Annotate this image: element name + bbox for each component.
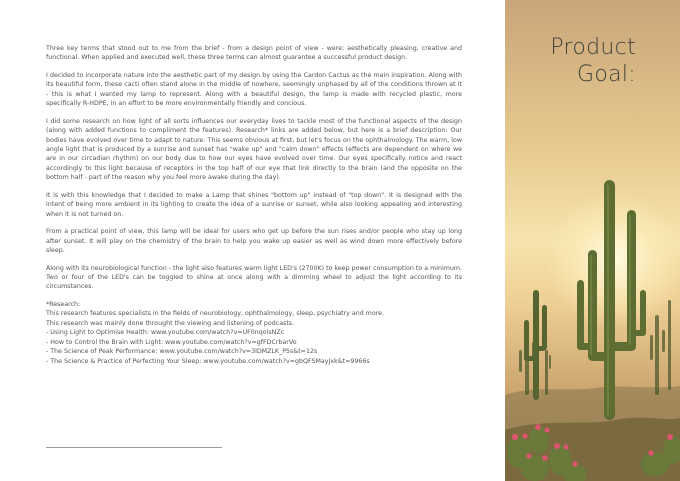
footnote-divider (46, 447, 222, 448)
paragraph-lamp-direction: It is with this knowledge that I decided to make a Lamp that shines "bottom up" instead of "top down". It is designed with the intent of being more ambient in its lighting to create the idea of a sunrise or sunset, while also looking appealing and interesting when it is not turned on. (46, 191, 462, 218)
research-link: - The Science of Peak Performance: www.youtube.com/watch?v=3lDMZLK_P5s&t=12s (46, 348, 318, 356)
title-line-2: Goal: (576, 62, 636, 87)
paragraph-research-summary: I did some research on how light of all sorts influences our everyday lives to tackle most of the functional aspects of the design (along with added functions to compliment the features). Research* links are added below, but here is a brief description: Our bodies have evolved over time to adapt to nature. This seems obvious at first, but let's focus on the ophthalmology. The warm, low angle light that is produced by a sunrise and sunset has "wake up" and "calm down" effects (effects are dependent on where we are in our circadian rhythm) on our body due to how our eyes have evolved over time. Our eyes specifically notice and react accordingly to this light because of receptors in the top half of our eye that link directly to the brain (and the opposite on the bottom half - part of the reason why you feel more awake during the day). (46, 117, 462, 182)
paragraph-inspiration: I decided to incorporate nature into the aesthetic part of my design by using the Cardon Cactus as the main inspiration. Along with its beautiful form, these cacti often stand alone in the middle of nowhere, seemingly unphased by all of the conditions thrown at it - this is what I wanted my lamp to represent. Along with a beautiful design, the lamp is made with recycled plastic, more specifically R-HDPE, in an effort to be more environmentally friendly and concious. (46, 72, 462, 108)
research-link: - The Science & Practice of Perfecting Your Sleep: www.youtube.com/watch?v=gbQFSMayJxk&t=9966s (46, 357, 370, 365)
research-heading: *Research: (46, 301, 81, 309)
page-title (550, 34, 636, 88)
paragraph-intro: Three key terms that stood out to me from the brief - from a design point of view - were; aesthetically pleasing, creative and functional. When applied and executed well, these three terms can almost guarantee a successful product design. (46, 45, 462, 62)
title-line-1: Product (550, 35, 636, 60)
paragraph-practical: From a practical point of view, this lamp will be ideal for users who get up before the sun rises and/or people who stay up long after sunset. It will play on the chemistry of the brain to help you wake up easier as well as wind down more effectively before sleep. (46, 228, 462, 255)
research-link: - How to Control the Brain with Light: www.youtube.com/watch?v=gfFDCrbarVo (46, 338, 297, 346)
research-link: - Using Light to Optimise Health: www.youtube.com/watch?v=UF0nqolsNZc (46, 329, 285, 337)
body-text (46, 44, 462, 366)
research-line: This research features specialists in the fields of neurobiology, ophthalmology, sleep, psychiatry and more. (46, 310, 384, 318)
cactus-photo-panel (505, 0, 680, 481)
research-line: This research was mainly done throught the viewing and listening of podcasts. (46, 319, 295, 327)
paragraph-led: Along with its neurobiological function - the light also features warm light LED's (2700K) to keep power consumption to a minimum. Two or four of the LED's can be toggled to shine at once along with a dimming wheel to adjust the light according to its circumstances. (46, 264, 462, 291)
research-references (46, 300, 462, 366)
